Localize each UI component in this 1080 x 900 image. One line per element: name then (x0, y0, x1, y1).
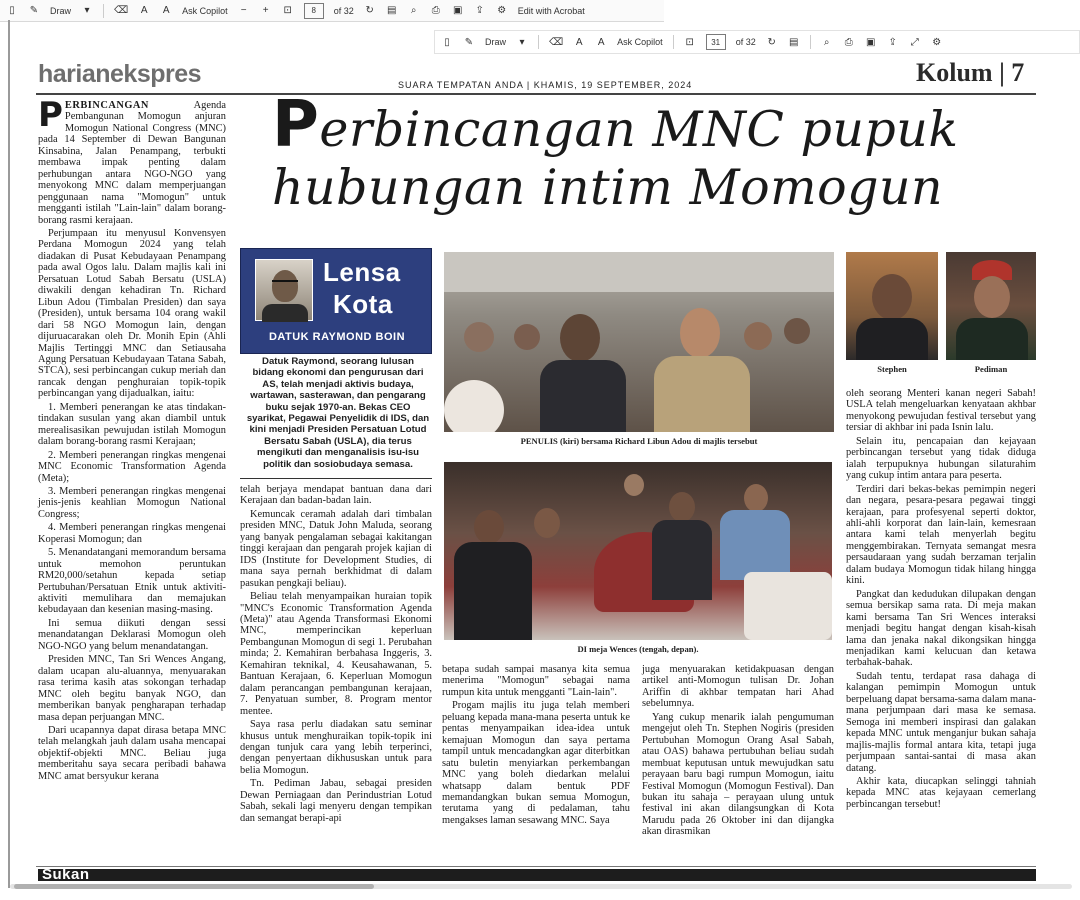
page-view-icon[interactable]: ▤ (386, 5, 397, 16)
guest-body-shape (454, 542, 532, 640)
photo-caption-main: PENULIS (kiri) bersama Richard Libun Adou di majlis tersebut (520, 436, 758, 446)
paragraph: Akhir kata, diucapkan selinggi tahniah kepada MNC atas kejayaan cemerlang perbincangan tersebut! (846, 775, 1036, 810)
minus-icon[interactable]: − (240, 5, 247, 16)
headline (272, 88, 1032, 217)
stephen-body-shape (856, 318, 928, 360)
scrollbar-thumb[interactable] (14, 884, 374, 889)
search-icon[interactable]: ⌕ (410, 5, 417, 16)
writer-body-shape (540, 360, 626, 432)
rotate-icon[interactable]: ↻ (365, 5, 374, 16)
next-section-label: Sukan (42, 866, 90, 883)
article-column-5 (846, 388, 1036, 812)
ask-copilot-button[interactable]: Ask Copilot (617, 37, 663, 47)
text-icon[interactable]: A (140, 5, 148, 16)
lead-text: Agenda Pembangunan Momogun anjuran Momogun National Congress (MNC) pada 14 September di Dewan Bangunan Kinsabina, Jalan Penampang, terbukti membawa impak penting dalam perhubungan antara NGO-NGO yang menyokong MNC dalam memperjuangan penggunaan nama "Momogun" untuk mengganti istilah "Lain-lain" dalam borang-borang rasmi kerajaan. (38, 100, 226, 226)
wences-body-shape (652, 520, 712, 600)
guest-shape (464, 322, 494, 352)
draw-button[interactable]: Draw (50, 5, 72, 16)
photo-table-wences (444, 462, 832, 640)
guest-shape (624, 474, 644, 496)
guest-shape (514, 324, 540, 350)
masthead-rule (36, 93, 1036, 95)
list-item: 5. Menandatangani memorandum bersama untuk memohon peruntukan RM20,000/setahun kepada setiap Pertubuhan/Persatuan Etnik untuk aktiviti-aktiviti memulihara dan memajukan kebudayaan dan kesenian masing-masing. (38, 547, 226, 616)
article-column-2 (240, 484, 432, 826)
list-item: 1. Memberi penerangan ke atas tindakan-tindakan susulan yang akan diambil untuk merealisasikan pewujudan istilah Momogun dalam borang-borang rasmi Kerajaan; (38, 401, 226, 448)
toolbar-separator (538, 35, 539, 49)
paragraph: juga menyuarakan ketidakpuasan dengan artikel anti-Momogun tulisan Dr. Johan Ariffin di akhbar tempatan hari Ahad sebelumnya. (642, 664, 834, 710)
scroll-edge (8, 20, 10, 888)
guest-shape (534, 508, 560, 538)
pediman-head-shape (974, 276, 1010, 318)
guest-body-shape (720, 510, 790, 580)
save-icon[interactable]: ▣ (865, 36, 876, 48)
columnist-photo (255, 259, 313, 321)
print-icon[interactable]: ⎙ (431, 5, 440, 16)
chevron-down-icon[interactable]: ▾ (519, 36, 525, 48)
drop-cap: P (38, 95, 63, 135)
newspaper-logo: harianekspres (38, 60, 202, 88)
toolbar-separator (673, 35, 674, 49)
photo-caption-pediman: Pediman (974, 364, 1008, 374)
columnist-name: DATUK RAYMOND BOIN (268, 331, 406, 343)
plus-icon[interactable]: + (262, 5, 269, 16)
chair-shape (744, 572, 832, 640)
horizontal-scrollbar[interactable] (10, 884, 1072, 889)
eraser-icon[interactable]: ⌫ (549, 36, 564, 48)
toolbar-separator (103, 4, 104, 18)
page-total: of 32 (735, 37, 756, 47)
edit-with-acrobat-button[interactable]: Edit with Acrobat (517, 5, 585, 16)
paragraph: oleh seorang Menteri kanan negeri Sabah! USLA telah mengeluarkan kenyataan akhbar menyokong pewujudan festival tersebut yang tersiar di akhbar ini pada Isnin lalu. (846, 388, 1036, 434)
paragraph: Sudah tentu, terdapat rasa dahaga di kalangan pemimpin Momogun untuk berpeluang dapat bersama-sama dalam mana-mana perjumpaan dari masa ke semasa. Semoga ini memberi inspirasi dan galakan kepada MNC untuk menganjur bukan sahaja majlis-majlis formal antara kita, tetapi juga perjumpaan santai-santai di masa akan datang. (846, 670, 1036, 774)
paragraph: Presiden MNC, Tan Sri Wences Angang, dalam ucapan alu-aluannya, menyuarakan rasa terima kasih atas sokongan terhadap MNC oleh begitu banyak NGO, dan memberikan banyak pengharapan terhadap masa depan perjuangan MNC. (38, 654, 226, 723)
paragraph: Dari ucapannya dapat dirasa betapa MNC telah melangkah jauh dalam usaha mencapai objektif-objekti MNC. Beliau juga memberitahu saya secara peribadi bahawa MNC amat bersyukur kerana (38, 725, 226, 782)
paragraph: Yang cukup menarik ialah pengumuman mengejut oleh Tn. Stephen Nogiris (presiden Pertubuhan Momogun Orang Asal Sabah, atau OAS) bahawa pertubuhan beliau sudah membuat keputusan untuk mewujudkan satu perayaan baru bagi rumpun Momogun, iaitu Festival Momogun (Momogun Festival). Dan bukan itu sahaja – perayaan ulung untuk festival ini akan dilangsungkan di Kota Marudu pada 26 Oktober ini dan dijangka akan dirasmikan (642, 711, 834, 838)
paragraph: Terdiri dari bekas-bekas pemimpin negeri dan negara, pesara-pesara pegawai tinggi kerajaan, para profesyenal seperti doktor, ahli-ahli korporat dan lain-lain, kemesraan antara kami telah menyerlah begitu menggembirakan. Ternyata semangat mesra persaudaraan yang sudah berzaman terjalin dalam budaya Momogun tidak hilang hingga kini. (846, 483, 1036, 587)
paragraph: Ini semua diikuti dengan sessi menandatangan Deklarasi Momogun oleh NGO-NGO yang belum menandatangan. (38, 617, 226, 652)
paragraph: Progam majlis itu juga telah memberi peluang kepada mana-mana peserta untuk ke pentas menyampaikan idea-idea untuk kemajuan Momogun dan saya pertama tampil untuk mencadangkan agar diterbitkan satu buletin menyiarkan perkembangan MNC yang boleh diedarkan melalui whatsapp dalam bentuk PDF memandangkan bukan semua Momogun, terutama yang di pedalaman, tahu mengakses laman sesawang MNC. Saya (442, 700, 630, 826)
face-shape (272, 270, 298, 302)
chevron-down-icon[interactable]: ▾ (84, 5, 90, 16)
article-column-1 (38, 95, 226, 784)
draw-icon[interactable]: ✎ (29, 5, 39, 16)
bottom-rule (36, 866, 1036, 867)
expand-icon[interactable]: ⤢ (910, 36, 919, 48)
eraser-icon[interactable]: ⌫ (114, 5, 129, 16)
search-icon[interactable]: ⌕ (823, 36, 830, 48)
page-total: of 32 (333, 5, 354, 16)
glasses-shape (272, 280, 298, 286)
photo-caption-table: DI meja Wences (tengah, depan). (577, 644, 699, 654)
ask-copilot-button[interactable]: Ask Copilot (182, 5, 228, 16)
paragraph: Pangkat dan kedudukan dilupakan dengan semua bersikap sama rata. Di meja makan kami bersama Tan Sri Wences interaksi menjadi begitu hangat dengan kisah-kisah lama dan jenaka nakal dikongsikan hingga menjadikan kami kelucuan dan ketawa terbahak-bahak. (846, 588, 1036, 669)
headline-line1: erbincangan MNC pupuk (319, 101, 959, 158)
stephen-head-shape (872, 274, 912, 320)
photo-writer-with-richard (444, 252, 834, 432)
article-column-3 (442, 664, 630, 828)
writer-head-shape (560, 314, 600, 362)
shirt-shape (262, 304, 308, 322)
paragraph: Kemuncak ceramah adalah dari timbalan presiden MNC, Datuk John Maluda, seorang yang banyak pengalaman sebagai kakitangan tinggi kerajaan dan pengarah projek kajian di IDS (Institute for Development Studies, di mana saya pernah berkhidmat di dalam pasukan pengkaji beliau). (240, 508, 432, 589)
paragraph: Saya rasa perlu diadakan satu seminar khusus untuk menghuraikan topik-topik ini dengan tunjuk cara yang lebih terperinci, dengan penyertaan dikhususkan untuk para belia Momogun. (240, 719, 432, 776)
pdf-toolbar-front (434, 30, 1080, 54)
list-item: 4. Memberi penerangan ringkas mengenai Koperasi Momogun; dan (38, 522, 226, 545)
article-column-4 (642, 664, 834, 840)
masthead-tagline: SUARA TEMPATAN ANDA | KHAMIS, 19 SEPTEMBER, 2024 (398, 80, 693, 90)
section-page-label: Kolum | 7 (916, 58, 1025, 87)
chair-shape (444, 380, 504, 432)
headline-line2: hubungan intim Momogun (272, 159, 944, 216)
ceiling-shape (444, 252, 834, 292)
text-select-icon[interactable]: ▯ (444, 36, 450, 48)
column-title-line1: Lensa (323, 257, 401, 287)
paragraph: Tn. Pediman Jabau, sebagai presiden Dewan Perniagaan dan Perindustrian Lotud Sabah, sekali lagi menyeru dengan tempikan dan semangat berapi-api (240, 778, 432, 824)
text-icon[interactable]: A (575, 36, 583, 48)
draw-button[interactable]: Draw (485, 37, 507, 47)
wences-head-shape (669, 492, 695, 522)
list-item: 3. Memberi penerangan ringkas mengenai jenis-jenis keahlian Momogun National Congress; (38, 485, 226, 520)
next-section-strip (38, 866, 1036, 883)
draw-icon[interactable]: ✎ (464, 36, 474, 48)
paragraph: betapa sudah sampai masanya kita semua menerima "Momogun" sebagai nama rumpun kita untuk mengganti "Lain-lain". (442, 664, 630, 698)
pediman-body-shape (956, 318, 1028, 360)
fit-page-icon[interactable]: ⊡ (685, 36, 694, 48)
toolbar-separator (810, 35, 811, 49)
paragraph: Beliau telah menyampaikan huraian topik "MNC's Economic Transformation Agenda (Meta)" atau Agenda Transformasi Ekonomi MNC, memperincikan keperluan Pembangunan Momogun di segi 1. Perubahan minda; 2. Kemahiran berbahasa Inggeris, 3. Kemahiran teknikal, 4. Keusahawanan, 5. Bantuan Kerajaan, 6. Keperluan Momogun dalam perancangan pembangunan kerajaan, 7. Penyatuan sumber, 8. Program mentor mentee. (240, 591, 432, 717)
page-number-input[interactable]: 8 (304, 3, 324, 19)
lead-bold-word: ERBINCANGAN (64, 100, 149, 111)
lead-paragraph (38, 95, 226, 226)
read-aloud-icon[interactable]: A (597, 36, 605, 48)
fit-page-icon[interactable]: ⊡ (283, 5, 292, 16)
guest-shape (744, 322, 772, 350)
guest-shape (474, 510, 504, 544)
headline-drop-letter: P (272, 88, 320, 162)
print-icon[interactable]: ⎙ (844, 36, 853, 48)
share-icon[interactable]: ⇪ (888, 36, 897, 48)
richard-head-shape (680, 308, 720, 358)
columnist-badge (240, 248, 432, 354)
rotate-icon[interactable]: ↻ (767, 36, 776, 48)
gear-icon[interactable]: ⚙ (932, 36, 942, 48)
share-icon[interactable]: ⇪ (475, 5, 484, 16)
photo-caption-stephen: Stephen (877, 364, 907, 374)
column-title-line2: Kota (333, 289, 393, 319)
bio-divider (240, 478, 432, 479)
guest-shape (784, 318, 810, 344)
richard-body-shape (654, 356, 750, 432)
text-select-icon[interactable]: ▯ (9, 5, 15, 16)
list-item: 2. Memberi penerangan ringkas mengenai MNC Economic Transformation Agenda (Meta); (38, 449, 226, 484)
read-aloud-icon[interactable]: A (162, 5, 170, 16)
guest-shape (744, 484, 768, 512)
page-view-icon[interactable]: ▤ (788, 36, 799, 48)
photo-pediman (946, 252, 1036, 360)
save-icon[interactable]: ▣ (452, 5, 463, 16)
columnist-bio: Datuk Raymond, seorang lulusan bidang ekonomi dan pengurusan dari AS, telah menjadi aktivis budaya, wartawan, sasterawan, dan pengarang buku sejak 1970-an. Bekas CEO syarikat, Pegawai Penyelidik di IDS, dan kini menjadi Presiden Persatuan Lotud Bersatu Sabah (USLA), dia terus mengikuti dan menganalisis isu-isu politik dan sosiobudaya semasa. (246, 356, 430, 470)
gear-icon[interactable]: ⚙ (497, 5, 507, 16)
paragraph: Perjumpaan itu menyusul Konvensyen Perdana Momogun 2024 yang telah diadakan di Pusat Kebudayaan Penampang pada awal Ogos lalu. Dalam majlis kali ini Persatuan Lotud Sabah Bersatu (USLA) diwakili dengan kehadiran Tn. Richard Libun Adou (Timbalan Presiden) dan saya (Presiden), untuk bersama 104 orang wakil dari 58 NGO Momogun lain, dengan dijuruacarakan oleh Dr. Monih Epin (Ahli Majlis Tertinggi MNC dan Setiausaha Agung Persatuan Kebudayaan Tatana Sabah, STCA), sesi perbincangan cukup meriah dan rancak dengan penghuraian topik-topik perbincangan yang dijadualkan, iaitu: (38, 227, 226, 400)
paragraph: Selain itu, pencapaian dan kejayaan perbincangan tersebut yang tidak diduga ialah terpupuknya hubungan silaturahim yang cukup intim antara para peserta. (846, 435, 1036, 482)
pdf-toolbar-back (0, 0, 664, 22)
paragraph: telah berjaya mendapat bantuan dana dari Kerajaan dan badan-badan lain. (240, 484, 432, 507)
page-number-input[interactable]: 31 (706, 34, 726, 50)
photo-stephen (846, 252, 938, 360)
